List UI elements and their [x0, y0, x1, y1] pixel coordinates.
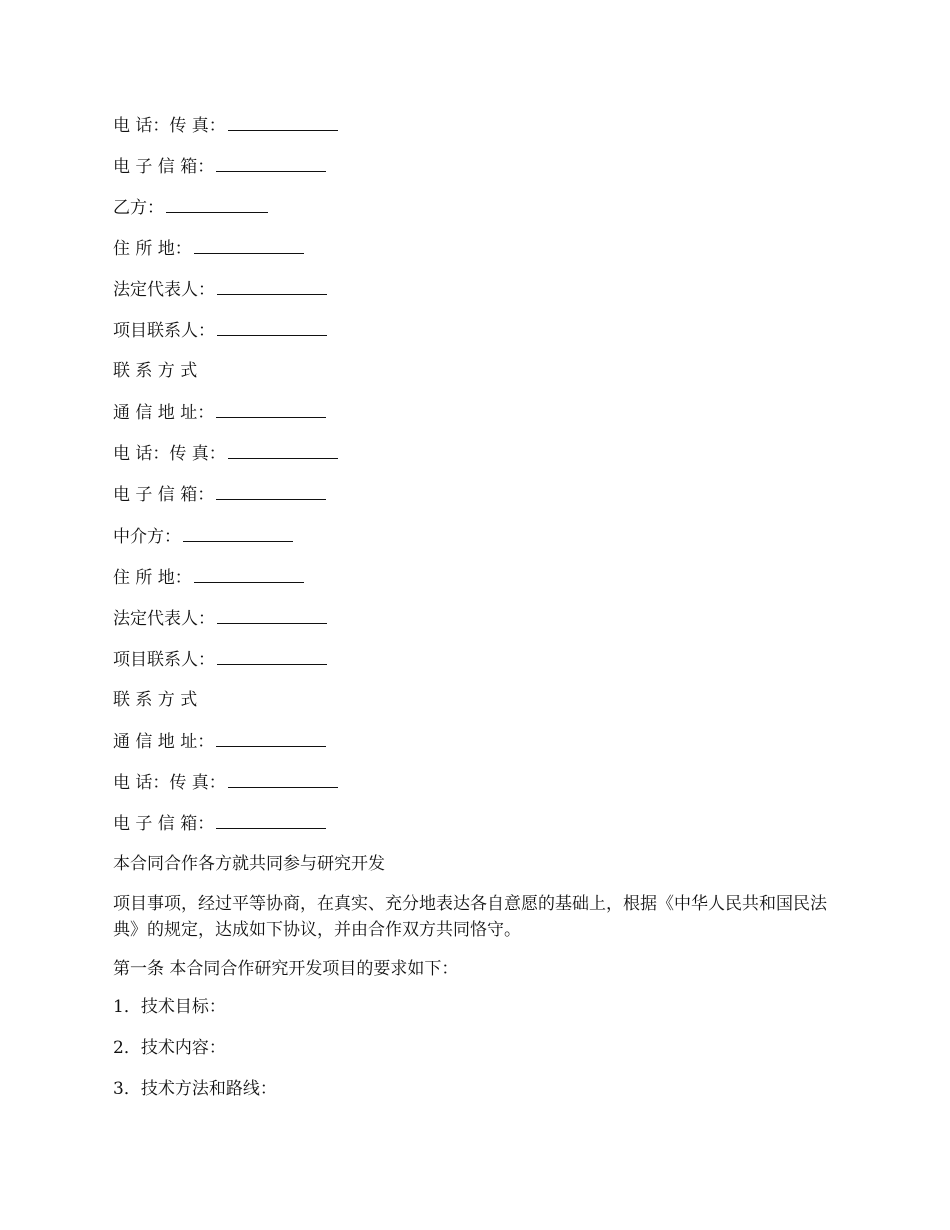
field-label: 法定代表人：: [113, 280, 215, 300]
blank-line[interactable]: [194, 237, 304, 254]
contact-method-heading: [113, 360, 197, 382]
project-contact-field: [113, 648, 327, 671]
mailing-address-field: [113, 401, 326, 424]
intermediary-field: [113, 525, 293, 548]
field-label: 电 话：传 真：: [113, 116, 226, 136]
blank-line[interactable]: [217, 607, 327, 624]
field-label: 通 信 地 址：: [113, 403, 215, 423]
address-field: [113, 566, 304, 589]
blank-line[interactable]: [194, 566, 304, 583]
field-label: 住 所 地：: [113, 239, 192, 259]
party-b-field: [113, 196, 268, 219]
blank-line[interactable]: [217, 648, 327, 665]
contact-method-heading: [113, 689, 197, 711]
field-label: 法定代表人：: [113, 609, 215, 629]
legal-rep-field: [113, 607, 327, 630]
field-label: 通 信 地 址：: [113, 732, 215, 752]
field-label: 项目联系人：: [113, 321, 215, 341]
blank-line[interactable]: [216, 155, 326, 172]
address-field: [113, 237, 304, 260]
field-label: 电 话：传 真：: [113, 444, 226, 464]
blank-line[interactable]: [217, 319, 327, 336]
field-label: 联 系 方 式: [113, 690, 198, 710]
field-label: 电 话：传 真：: [113, 773, 226, 793]
email-field: [113, 155, 326, 178]
field-label: 住 所 地：: [113, 568, 192, 588]
project-contact-field: [113, 319, 327, 342]
phone-fax-field: [113, 114, 338, 137]
intro-line: 本合同合作各方就共同参与研究开发: [113, 854, 385, 874]
article-1-heading: 第一条 本合同合作研究开发项目的要求如下：: [113, 959, 459, 979]
legal-rep-field: [113, 278, 327, 301]
agreement-paragraph: 项目事项，经过平等协商，在真实、充分地表达各自意愿的基础上，根据《中华人民共和国民法典》的规定，达成如下协议，并由合作双方共同恪守。: [113, 894, 827, 940]
list-item-technical-method: 3．技术方法和路线：: [113, 1079, 277, 1099]
blank-line[interactable]: [183, 525, 293, 542]
blank-line[interactable]: [216, 483, 326, 500]
list-item-technical-goal: 1．技术目标：: [113, 997, 226, 1017]
field-label: 联 系 方 式: [113, 361, 198, 381]
blank-line[interactable]: [228, 442, 338, 459]
field-label: 电 子 信 箱：: [113, 157, 215, 177]
email-field: [113, 812, 326, 835]
field-label: 乙方：: [113, 198, 164, 218]
mailing-address-field: [113, 730, 326, 753]
phone-fax-field: [113, 442, 338, 465]
blank-line[interactable]: [228, 114, 338, 131]
blank-line[interactable]: [217, 278, 327, 295]
field-label: 电 子 信 箱：: [113, 814, 215, 834]
email-field: [113, 483, 326, 506]
field-label: 项目联系人：: [113, 650, 215, 670]
blank-line[interactable]: [228, 771, 338, 788]
field-label: 电 子 信 箱：: [113, 485, 215, 505]
blank-line[interactable]: [216, 812, 326, 829]
blank-line[interactable]: [216, 730, 326, 747]
blank-line[interactable]: [216, 401, 326, 418]
list-item-technical-content: 2．技术内容：: [113, 1038, 226, 1058]
field-label: 中介方：: [113, 527, 181, 547]
blank-line[interactable]: [166, 196, 268, 213]
phone-fax-field: [113, 771, 338, 794]
